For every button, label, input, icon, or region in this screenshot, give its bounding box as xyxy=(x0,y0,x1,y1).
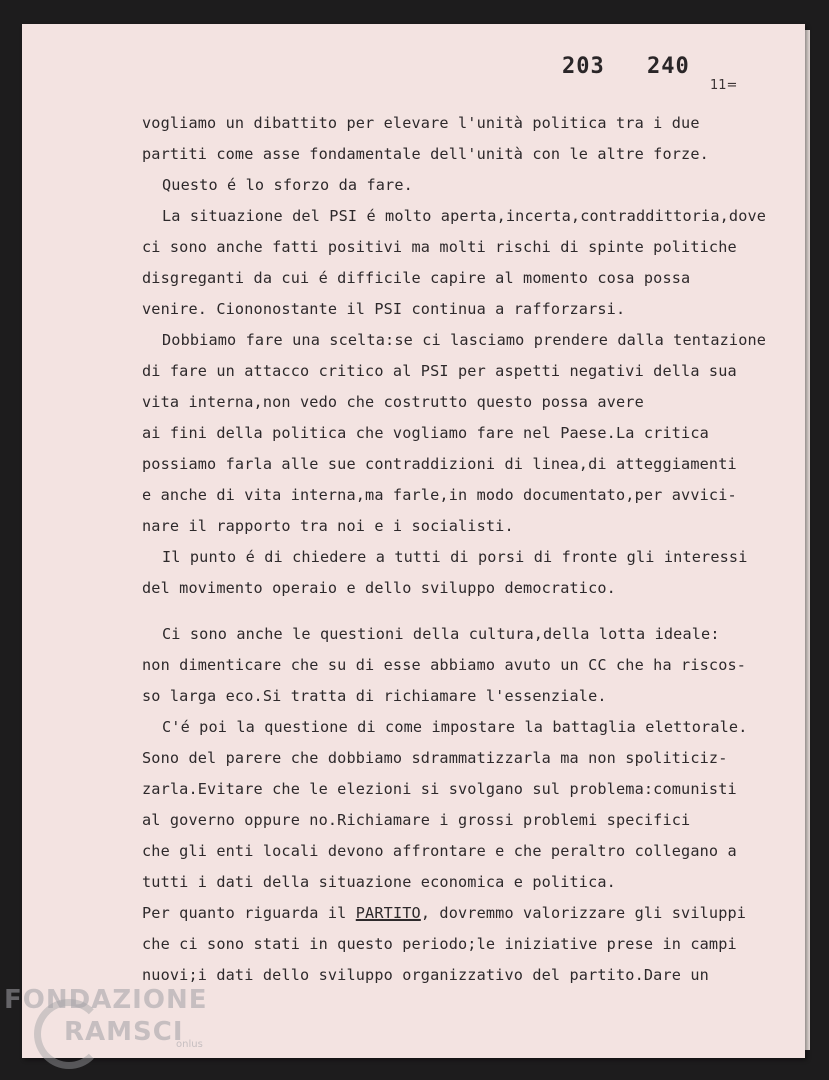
watermark-line3: onlus xyxy=(176,1039,203,1050)
text-line: di fare un attacco critico al PSI per aspetti negativi della sua xyxy=(142,362,737,380)
text-line: Sono del parere che dobbiamo sdrammatizzarla ma non spoliticiz- xyxy=(142,749,728,767)
stamp-number-2: 240 xyxy=(647,54,690,79)
text-line: Dobbiamo fare una scelta:se ci lasciamo prendere dalla tentazione xyxy=(162,331,767,349)
text-line: ci sono anche fatti positivi ma molti rischi di spinte politiche xyxy=(142,238,737,256)
text-line: zarla.Evitare che le elezioni si svolgano sul problema:comunisti xyxy=(142,780,737,798)
stamp-number-1: 203 xyxy=(562,54,605,79)
text-line: tutti i dati della situazione economica e politica. xyxy=(142,873,616,891)
text-block-1 xyxy=(142,108,802,604)
closing-continuation xyxy=(142,929,802,991)
text-block-2 xyxy=(142,619,802,898)
text-line: non dimenticare che su di esse abbiamo avuto un CC che ha riscos- xyxy=(142,656,747,674)
closing-line xyxy=(142,898,802,929)
text-line: C'é poi la questione di come impostare la battaglia elettorale. xyxy=(162,718,748,736)
page-mark: 11= xyxy=(710,78,738,93)
text-line: che ci sono stati in questo periodo;le iniziative prese in campi xyxy=(142,935,737,953)
text-line: so larga eco.Si tratta di richiamare l'essenziale. xyxy=(142,687,607,705)
text-line: vita interna,non vedo che costrutto questo possa avere xyxy=(142,393,644,411)
typed-page xyxy=(22,24,805,1058)
document-body xyxy=(142,108,802,991)
text-line: nare il rapporto tra noi e i socialisti. xyxy=(142,517,514,535)
text-line: che gli enti locali devono affrontare e che peraltro collegano a xyxy=(142,842,737,860)
text-line: al governo oppure no.Richiamare i grossi problemi specifici xyxy=(142,811,691,829)
text-line: vogliamo un dibattito per elevare l'unità politica tra i due xyxy=(142,114,700,132)
text-line: possiamo farla alle sue contraddizioni di linea,di atteggiamenti xyxy=(142,455,737,473)
text-line: e anche di vita interna,ma farle,in modo documentato,per avvici- xyxy=(142,486,737,504)
text-line: ai fini della politica che vogliamo fare nel Paese.La critica xyxy=(142,424,709,442)
text-line: Il punto é di chiedere a tutti di porsi di fronte gli interessi xyxy=(162,548,748,566)
text-line: nuovi;i dati dello sviluppo organizzativo del partito.Dare un xyxy=(142,966,709,984)
text-line: partiti come asse fondamentale dell'unità con le altre forze. xyxy=(142,145,709,163)
text-line: Questo é lo sforzo da fare. xyxy=(162,176,413,194)
paragraph-gap xyxy=(142,604,802,619)
archive-stamp-numbers xyxy=(562,54,718,79)
partito-heading: PARTITO xyxy=(355,904,421,922)
watermark-line2: RAMSCI xyxy=(64,1017,184,1047)
watermark-line1: FONDAZIONE xyxy=(4,985,208,1015)
closing-after: , dovremmo valorizzare gli sviluppi xyxy=(420,904,747,922)
text-line: La situazione del PSI é molto aperta,incerta,contraddittoria,dove xyxy=(162,207,767,225)
text-line: disgreganti da cui é difficile capire al momento cosa possa xyxy=(142,269,691,287)
text-line: Ci sono anche le questioni della cultura,della lotta ideale: xyxy=(162,625,720,643)
text-line: venire. Ciononostante il PSI continua a rafforzarsi. xyxy=(142,300,626,318)
closing-before: Per quanto riguarda il xyxy=(142,904,356,922)
text-line: del movimento operaio e dello sviluppo democratico. xyxy=(142,579,616,597)
